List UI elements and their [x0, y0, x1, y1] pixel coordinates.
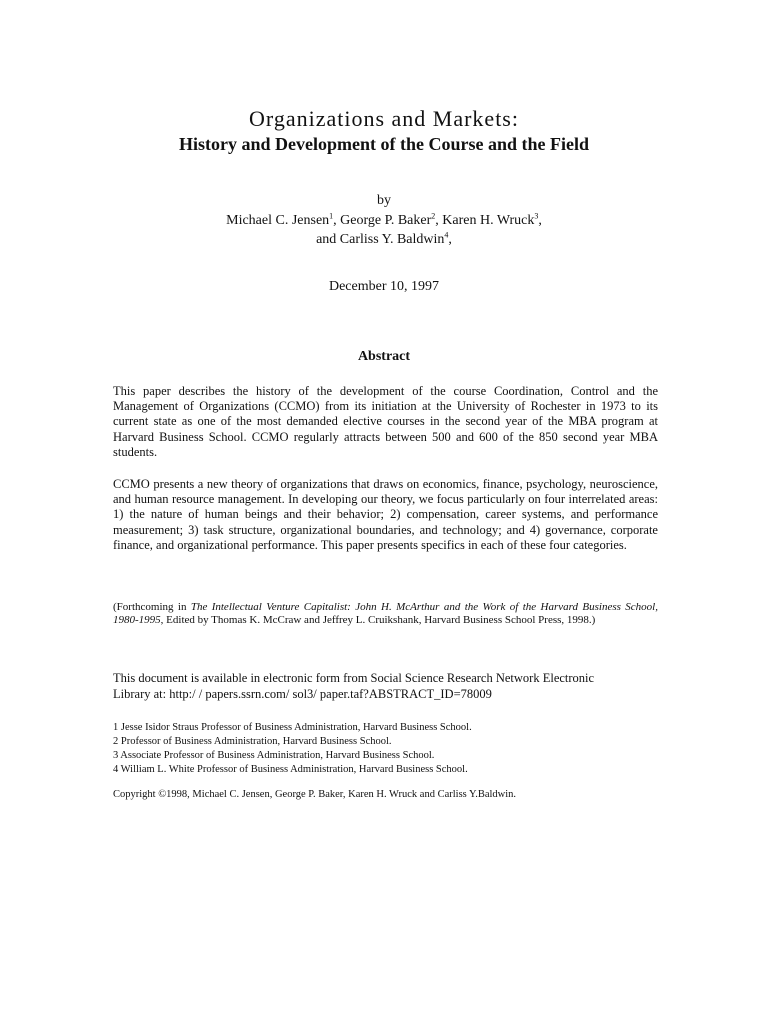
- footnote-item: 1 Jesse Isidor Straus Professor of Business Administration, Harvard Business School.: [113, 722, 472, 733]
- abstract-paragraph-1: This paper describes the history of the development of the course Coordination, Control and the Management of Organizations (CCMO) from its initiation at the University of Rochester in 1973 to its current state as one of the most demanded elective courses in the second year of the MBA program at Harvard Business School. CCMO regularly attracts between 500 and 600 of the 850 second year MBA students.: [113, 384, 658, 459]
- abstract-paragraph-2: CCMO presents a new theory of organizations that draws on economics, finance, psychology, neuroscience, and human resource management. In developing our theory, we focus particularly on four interrelated areas: 1) the nature of human beings and their behavior; 2) compensation, career systems, and performance measurement; 3) task structure, organizational boundaries, and technology; and 4) governance, corporate finance, and organizational performance. This paper presents specifics in each of these four categories.: [113, 477, 658, 552]
- forthcoming-prefix: (Forthcoming in: [113, 601, 191, 613]
- forthcoming-suffix: , Edited by Thomas K. McCraw and Jeffrey L. Cruikshank, Harvard Business School Press, 1998.): [160, 613, 596, 626]
- author-footnote-mark: 1: [329, 211, 334, 221]
- author-footnote-mark: 3: [534, 211, 539, 221]
- availability-note: [113, 671, 658, 702]
- paper-date: December 10, 1997: [328, 279, 440, 294]
- byline-label: by: [377, 193, 391, 208]
- author-footnote-mark: 4: [444, 230, 449, 240]
- author-name: Michael C. Jensen: [226, 213, 330, 228]
- footnote-item: 4 William L. White Professor of Business Administration, Harvard Business School.: [113, 764, 468, 775]
- author-name: , George P. Baker: [333, 213, 432, 228]
- author-name: and Carliss Y. Baldwin: [316, 232, 445, 247]
- author-separator: ,: [538, 213, 542, 228]
- footnotes: [113, 721, 673, 777]
- paper-title: Organizations and Markets:: [249, 106, 519, 131]
- availability-link[interactable]: Library at: http:/ / papers.ssrn.com/ sol3/ paper.taf?ABSTRACT_ID=78009: [113, 686, 492, 701]
- paper-subtitle: History and Development of the Course and the Field: [179, 134, 589, 154]
- copyright-notice: Copyright ©1998, Michael C. Jensen, George P. Baker, Karen H. Wruck and Carliss Y.Baldwin.: [113, 789, 517, 800]
- book-title: The Intellectual Venture Capitalist: John H. McArthur and the Work of the Harvard Business School, 1980-1995: [113, 601, 658, 626]
- footnote-item: 2 Professor of Business Administration, Harvard Business School.: [113, 736, 392, 747]
- availability-line-1: This document is available in electronic form from Social Science Research Network Electronic: [113, 671, 595, 685]
- forthcoming-note: [113, 601, 658, 626]
- author-name: , Karen H. Wruck: [435, 213, 535, 228]
- author-line-2: [0, 230, 768, 249]
- author-list: [0, 211, 768, 249]
- author-line-1: [0, 211, 768, 230]
- author-separator: ,: [448, 232, 452, 247]
- author-footnote-mark: 2: [431, 211, 436, 221]
- footnote-item: 3 Associate Professor of Business Administration, Harvard Business School.: [113, 750, 435, 761]
- abstract-heading: Abstract: [357, 349, 411, 364]
